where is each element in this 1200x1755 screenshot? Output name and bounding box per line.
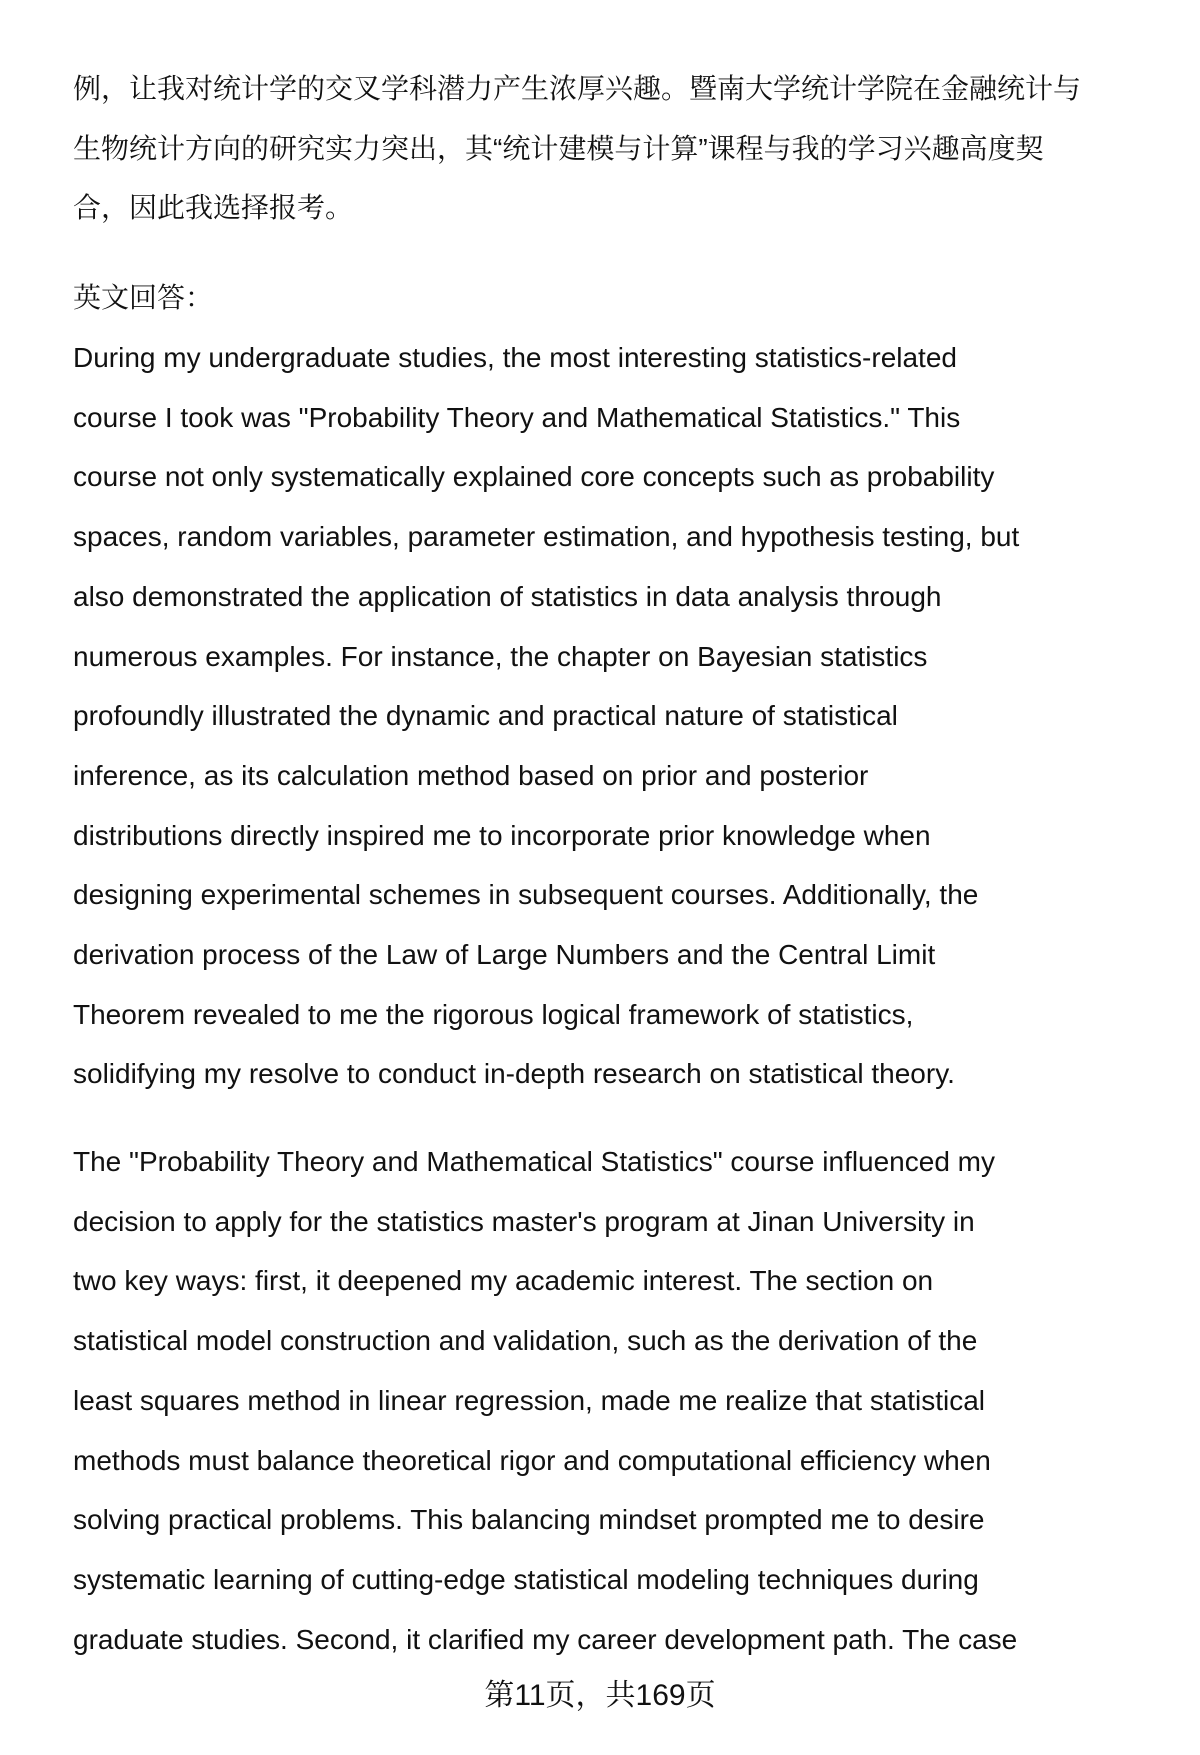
english-paragraph-1-line: numerous examples. For instance, the chapter on Bayesian statistics xyxy=(73,640,928,672)
english-paragraph-1-line: also demonstrated the application of statistics in data analysis through xyxy=(73,580,942,612)
english-paragraph-2-line: two key ways: first, it deepened my academic interest. The section on xyxy=(73,1265,934,1297)
english-paragraph-2-line: graduate studies. Second, it clarified my career development path. The case xyxy=(73,1623,1018,1655)
english-paragraph-2-line: decision to apply for the statistics master's program at Jinan University in xyxy=(73,1205,975,1237)
english-paragraph-1-line: designing experimental schemes in subsequent courses. Additionally, the xyxy=(73,879,979,911)
english-paragraph-2-line: least squares method in linear regression, made me realize that statistical xyxy=(73,1384,985,1416)
english-paragraph-1-line: course I took was "Probability Theory and Mathematical Statistics." This xyxy=(73,401,961,433)
english-paragraph-1-line: derivation process of the Law of Large Numbers and the Central Limit xyxy=(73,939,936,970)
english-paragraph-1-line: profoundly illustrated the dynamic and practical nature of statistical xyxy=(73,700,898,732)
english-paragraph-1-line: distributions directly inspired me to incorporate prior knowledge when xyxy=(73,819,931,851)
chinese-text-line: 例，让我对统计学的交叉学科潜力产生浓厚兴趣。暨南大学统计学院在金融统计与 xyxy=(73,73,1082,104)
english-paragraph-1-line: spaces, random variables, parameter estimation, and hypothesis testing, but xyxy=(73,521,1020,553)
english-paragraph-1-line: course not only systematically explained core concepts such as probability xyxy=(73,461,995,493)
english-paragraph-2-line: statistical model construction and validation, such as the derivation of the xyxy=(73,1325,978,1357)
chinese-text-line: 生物统计方向的研究实力突出，其“统计建模与计算”课程与我的学习兴趣高度契 xyxy=(73,132,1044,164)
chinese-text-line: 合，因此我选择报考。 xyxy=(73,192,354,224)
page-number-footer: 第11页，共169页 xyxy=(484,1679,716,1712)
english-paragraph-1-line: inference, as its calculation method based on prior and posterior xyxy=(73,759,869,791)
english-paragraph-2-line: methods must balance theoretical rigor and computational efficiency when xyxy=(73,1444,991,1476)
english-paragraph-1-line: During my undergraduate studies, the most interesting statistics-related xyxy=(73,342,957,373)
english-paragraph-2-line: solving practical problems. This balancing mindset prompted me to desire xyxy=(73,1504,985,1536)
english-paragraph-1-line: solidifying my resolve to conduct in-depth research on statistical theory. xyxy=(73,1058,955,1090)
english-paragraph-2-line: systematic learning of cutting-edge statistical modeling techniques during xyxy=(73,1563,979,1595)
english-paragraph-2-line: The "Probability Theory and Mathematical Statistics" course influenced my xyxy=(73,1146,996,1177)
english-paragraph-1-line: Theorem revealed to me the rigorous logical framework of statistics, xyxy=(73,998,914,1030)
english-answer-heading: 英文回答： xyxy=(73,282,214,313)
